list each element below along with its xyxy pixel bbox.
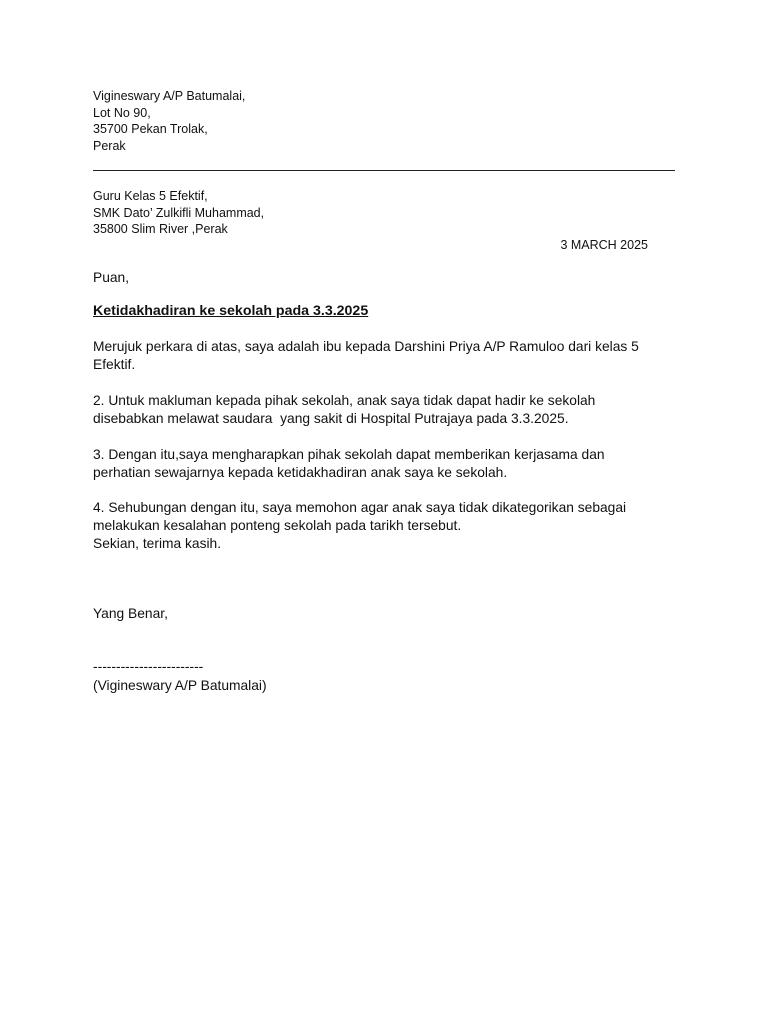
paragraph-4 xyxy=(93,499,668,553)
paragraph-line: Efektif. xyxy=(93,357,136,372)
paragraph-line: Merujuk perkara di atas, saya adalah ibu kepada Darshini Priya A/P Ramuloo dari kelas 5 xyxy=(93,339,639,354)
paragraph-line: 2. Untuk makluman kepada pihak sekolah, anak saya tidak dapat hadir ke sekolah xyxy=(93,393,596,408)
sender-address xyxy=(93,88,245,154)
recipient-address xyxy=(93,188,264,238)
signature-name: (Vigineswary A/P Batumalai) xyxy=(93,678,267,693)
paragraph-line: disebabkan melawat saudara yang sakit di Hospital Putrajaya pada 3.3.2025. xyxy=(93,411,569,426)
recipient-school: SMK Dato’ Zulkifli Muhammad, xyxy=(93,205,265,220)
paragraph-line: melakukan kesalahan ponteng sekolah pada tarikh tersebut. xyxy=(93,518,462,533)
letter-date: 3 MARCH 2025 xyxy=(560,238,648,252)
paragraph-line: perhatian sewajarnya kepada ketidakhadiran anak saya ke sekolah. xyxy=(93,465,508,480)
header-divider xyxy=(93,170,675,171)
letter-subject: Ketidakhadiran ke sekolah pada 3.3.2025 xyxy=(93,303,369,319)
paragraph-2 xyxy=(93,392,668,428)
paragraph-line: 4. Sehubungan dengan itu, saya memohon agar anak saya tidak dikategorikan sebagai xyxy=(93,500,627,515)
sign-off-line: Sekian, terima kasih. xyxy=(93,536,222,551)
recipient-title: Guru Kelas 5 Efektif, xyxy=(93,189,208,203)
sender-address-line: Perak xyxy=(93,138,126,153)
paragraph-1 xyxy=(93,338,668,374)
paragraph-line: 3. Dengan itu,saya mengharapkan pihak sekolah dapat memberikan kerjasama dan xyxy=(93,447,605,462)
paragraph-3 xyxy=(93,446,668,482)
salutation: Puan, xyxy=(93,270,130,285)
closing: Yang Benar, xyxy=(93,606,168,621)
sender-address-line: Lot No 90, xyxy=(93,105,151,120)
sender-name: Vigineswary A/P Batumalai, xyxy=(93,89,246,103)
sender-address-line: 35700 Pekan Trolak, xyxy=(93,122,208,136)
signature-line: ------------------------ xyxy=(93,659,204,674)
recipient-address-line: 35800 Slim River ,Perak xyxy=(93,222,228,236)
